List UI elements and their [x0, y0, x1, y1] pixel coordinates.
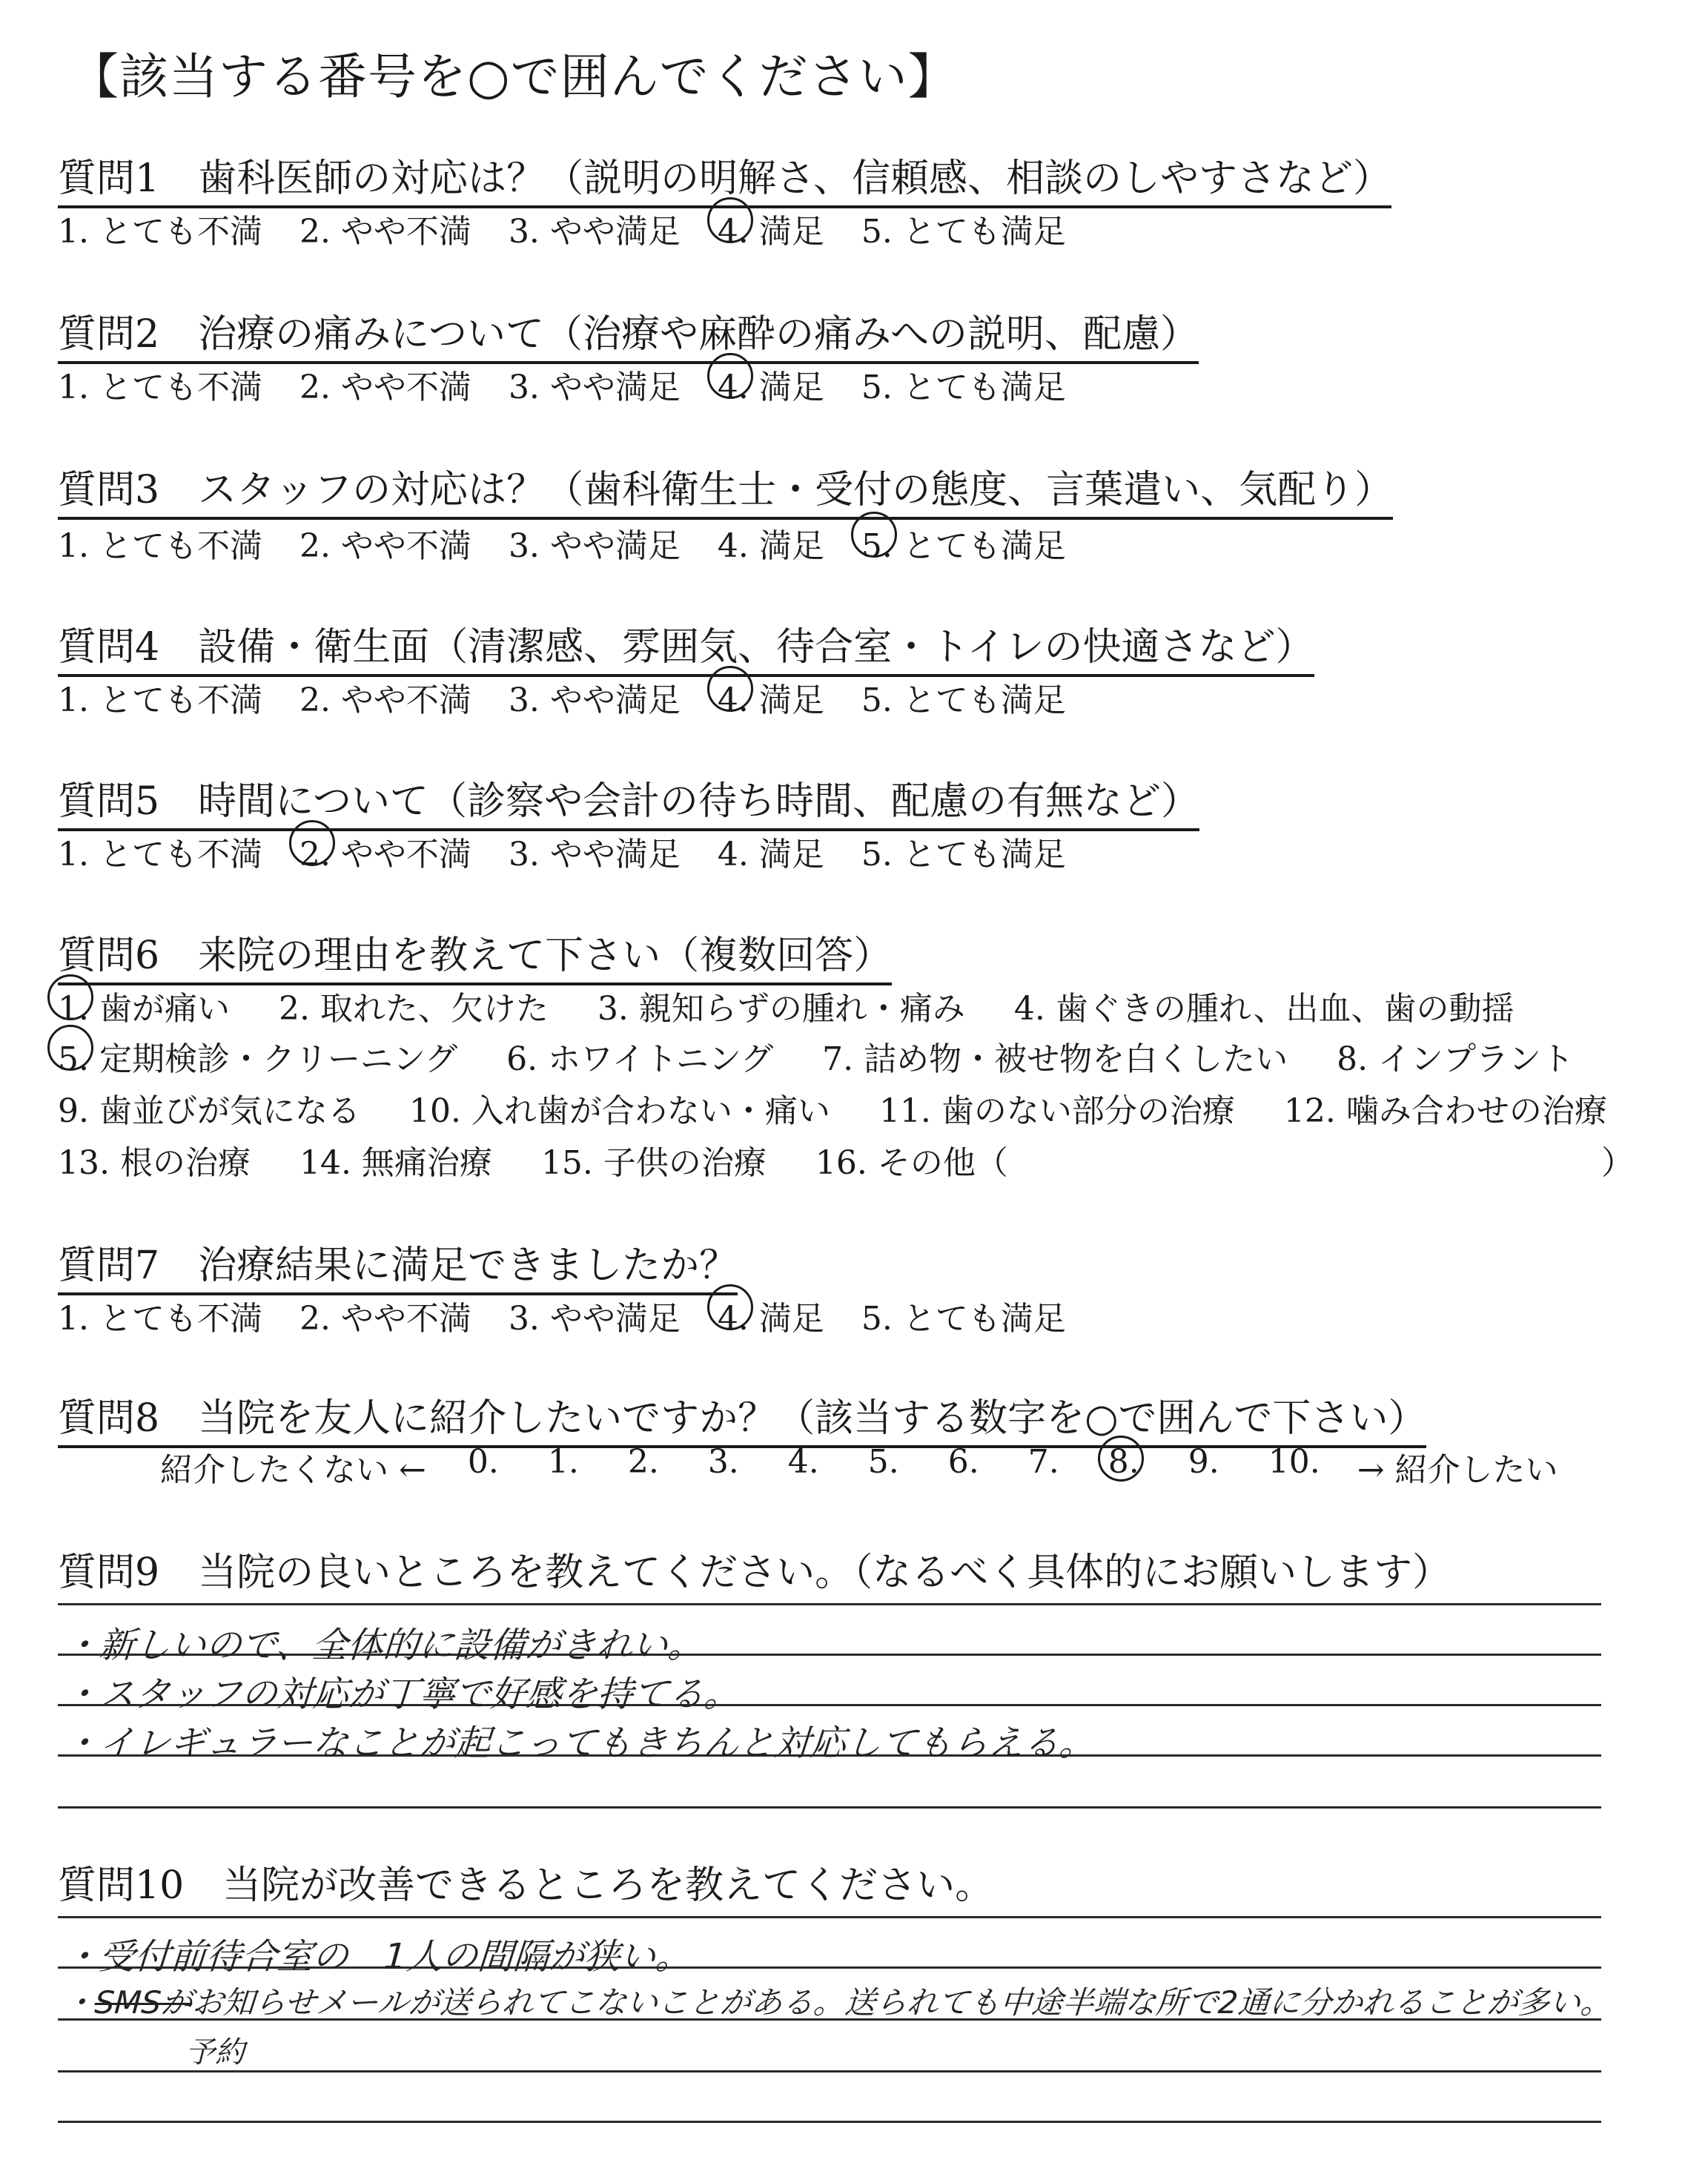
q3-option-1[interactable]: 1. とても不満 — [58, 527, 262, 565]
q8-option-4[interactable]: 4. — [787, 1443, 819, 1481]
q5-option-3[interactable]: 3. やや満足 — [508, 836, 681, 873]
q4-option-4[interactable]: 4. 満足 — [718, 673, 824, 721]
q6-option-10[interactable]: 10. 入れ歯が合わない・痛い — [408, 1092, 830, 1130]
q5-option-2[interactable]: 2. やや不満 — [299, 828, 471, 875]
q6-option-16[interactable]: 16. その他（ — [815, 1144, 1008, 1182]
q4-option-2[interactable]: 2. やや不満 — [299, 681, 471, 719]
q7-option-1[interactable]: 1. とても不満 — [58, 1300, 262, 1338]
q8-option-3[interactable]: 3. — [707, 1443, 739, 1481]
question-7-title: 質問7 治療結果に満足できましたか？ — [58, 1234, 738, 1295]
q3-option-3[interactable]: 3. やや満足 — [508, 527, 681, 565]
q7-option-4[interactable]: 4. 満足 — [718, 1292, 824, 1339]
q6-options-row-2 — [58, 1032, 1612, 1080]
q8-scale — [160, 1443, 1558, 1490]
q4-option-1[interactable]: 1. とても不満 — [58, 681, 262, 719]
q3-option-4[interactable]: 4. 満足 — [717, 527, 824, 565]
q8-option-6[interactable]: 6. — [947, 1443, 979, 1481]
q9-answer-2[interactable]: ・スタッフの対応が丁寧で好感を持てる。 — [62, 1674, 741, 1715]
q6-option-4[interactable]: 4. 歯ぐきの腫れ、出血、歯の動揺 — [1013, 990, 1515, 1028]
q10-insert-note: 予約 — [185, 2035, 245, 2070]
q8-option-0[interactable]: 0. — [467, 1443, 499, 1481]
q8-option-10[interactable]: 10. — [1268, 1443, 1320, 1481]
question-5-options — [58, 828, 1066, 875]
q8-option-8[interactable]: 8. — [1108, 1443, 1139, 1490]
q6-option-2[interactable]: 2. 取れた、欠けた — [278, 990, 549, 1028]
question-4-options — [58, 673, 1066, 721]
q6-option-7[interactable]: 7. 詰め物・被せ物を白くしたい — [822, 1040, 1288, 1078]
q7-option-5[interactable]: 5. とても満足 — [861, 1300, 1066, 1338]
question-4-title: 質問4 設備・衛生面（清潔感、雰囲気、待合室・トイレの快適さなど） — [58, 615, 1314, 677]
q6-other-close-paren: ） — [1601, 1144, 1634, 1182]
q6-options-row-1 — [58, 982, 1553, 1029]
q3-option-2[interactable]: 2. やや不満 — [299, 527, 471, 565]
q6-option-14[interactable]: 14. 無痛治療 — [299, 1144, 492, 1182]
q6-option-9[interactable]: 9. 歯並びが気になる — [58, 1092, 360, 1130]
question-5-title: 質問5 時間について（診察や会計の待ち時間、配慮の有無など） — [58, 770, 1199, 831]
q8-option-1[interactable]: 1. — [547, 1443, 579, 1481]
q10-answer-2-text: お知らせメールが送られてこないことがある。送られても中途半端な所で2通に分かれることが多い。 — [191, 1984, 1613, 2021]
q8-left-label: 紹介したくない ← — [160, 1451, 426, 1489]
q2-option-3[interactable]: 3. やや満足 — [508, 369, 681, 406]
q7-option-2[interactable]: 2. やや不満 — [299, 1300, 471, 1338]
q10-answer-line — [58, 2121, 1601, 2123]
q5-option-4[interactable]: 4. 満足 — [717, 836, 824, 873]
q1-option-2[interactable]: 2. やや不満 — [299, 213, 471, 251]
question-3-options — [58, 519, 1066, 567]
q3-option-5[interactable]: 5. とても満足 — [861, 519, 1066, 567]
q5-option-5[interactable]: 5. とても満足 — [861, 836, 1066, 873]
q6-option-12[interactable]: 12. 噛み合わせの治療 — [1283, 1092, 1607, 1130]
q9-answer-line — [58, 1806, 1601, 1809]
q7-option-3[interactable]: 3. やや満足 — [508, 1300, 681, 1338]
q1-option-1[interactable]: 1. とても不満 — [58, 213, 262, 251]
q4-option-5[interactable]: 5. とても満足 — [861, 681, 1066, 719]
q9-answer-1[interactable]: ・新しいので、全体的に設備がきれい。 — [62, 1625, 705, 1666]
q8-right-label: → 紹介したい — [1357, 1451, 1558, 1489]
question-7-options — [58, 1292, 1066, 1339]
q10-answer-2[interactable] — [62, 1978, 1613, 2023]
q6-option-11[interactable]: 11. 歯のない部分の治療 — [878, 1092, 1235, 1130]
q8-option-2[interactable]: 2. — [627, 1443, 659, 1481]
q10-answer-line — [58, 2070, 1601, 2073]
q6-option-6[interactable]: 6. ホワイトニング — [506, 1040, 774, 1078]
q10-answer-2-bullet: ・ — [62, 1984, 96, 2021]
question-9-title: 質問9 当院の良いところを教えてください。（なるべく具体的にお願いします） — [58, 1550, 1452, 1595]
q10-struck-text: SMSが — [93, 1984, 194, 2021]
question-1-options — [58, 205, 1066, 252]
q9-answer-line — [58, 1603, 1601, 1605]
q8-option-5[interactable]: 5. — [867, 1443, 899, 1481]
q6-option-5[interactable]: 5. 定期検診・クリーニング — [58, 1032, 457, 1080]
q6-option-3[interactable]: 3. 親知らずの腫れ・痛み — [597, 990, 965, 1028]
q6-options-row-3 — [58, 1084, 1646, 1132]
q6-option-8[interactable]: 8. インプラント — [1337, 1040, 1575, 1078]
question-8-title: 質問8 当院を友人に紹介したいですか？（該当する数字を○で囲んで下さい） — [58, 1387, 1426, 1448]
q6-option-13[interactable]: 13. 根の治療 — [58, 1144, 251, 1182]
q1-option-4[interactable]: 4. 満足 — [718, 205, 824, 252]
q1-option-3[interactable]: 3. やや満足 — [508, 213, 681, 251]
q1-option-5[interactable]: 5. とても満足 — [861, 213, 1066, 251]
q5-option-1[interactable]: 1. とても不満 — [58, 836, 262, 873]
question-6-title: 質問6 来院の理由を教えて下さい（複数回答） — [58, 924, 892, 985]
question-3-title: 質問3 スタッフの対応は？（歯科衛生士・受付の態度、言葉遣い、気配り） — [58, 458, 1393, 520]
q8-option-9[interactable]: 9. — [1188, 1443, 1219, 1481]
q6-options-row-4 — [58, 1136, 1047, 1183]
question-2-title: 質問2 治療の痛みについて（治療や麻酔の痛みへの説明、配慮） — [58, 303, 1199, 364]
q4-option-3[interactable]: 3. やや満足 — [508, 681, 681, 719]
question-2-options — [58, 360, 1066, 408]
question-1-title: 質問1 歯科医師の対応は？（説明の明解さ、信頼感、相談のしやすさなど） — [58, 147, 1391, 208]
q2-option-1[interactable]: 1. とても不満 — [58, 369, 262, 406]
instruction-header: 【該当する番号を○で囲んでください】 — [70, 48, 958, 105]
q2-option-4[interactable]: 4. 満足 — [718, 360, 824, 408]
q6-option-1[interactable]: 1. 歯が痛い — [58, 982, 230, 1029]
q6-option-15[interactable]: 15. 子供の治療 — [540, 1144, 767, 1182]
q8-option-7[interactable]: 7. — [1027, 1443, 1059, 1481]
q2-option-2[interactable]: 2. やや不満 — [299, 369, 471, 406]
question-10-title: 質問10 当院が改善できるところを教えてください。 — [58, 1863, 994, 1908]
q9-answer-3[interactable]: ・イレギュラーなことが起こってもきちんと対応してもらえる。 — [62, 1723, 1096, 1764]
q2-option-5[interactable]: 5. とても満足 — [861, 369, 1066, 406]
q10-answer-1[interactable]: ・受付前待合室の 1人の間隔が狭い。 — [62, 1936, 693, 1978]
q10-answer-line — [58, 1916, 1601, 1918]
